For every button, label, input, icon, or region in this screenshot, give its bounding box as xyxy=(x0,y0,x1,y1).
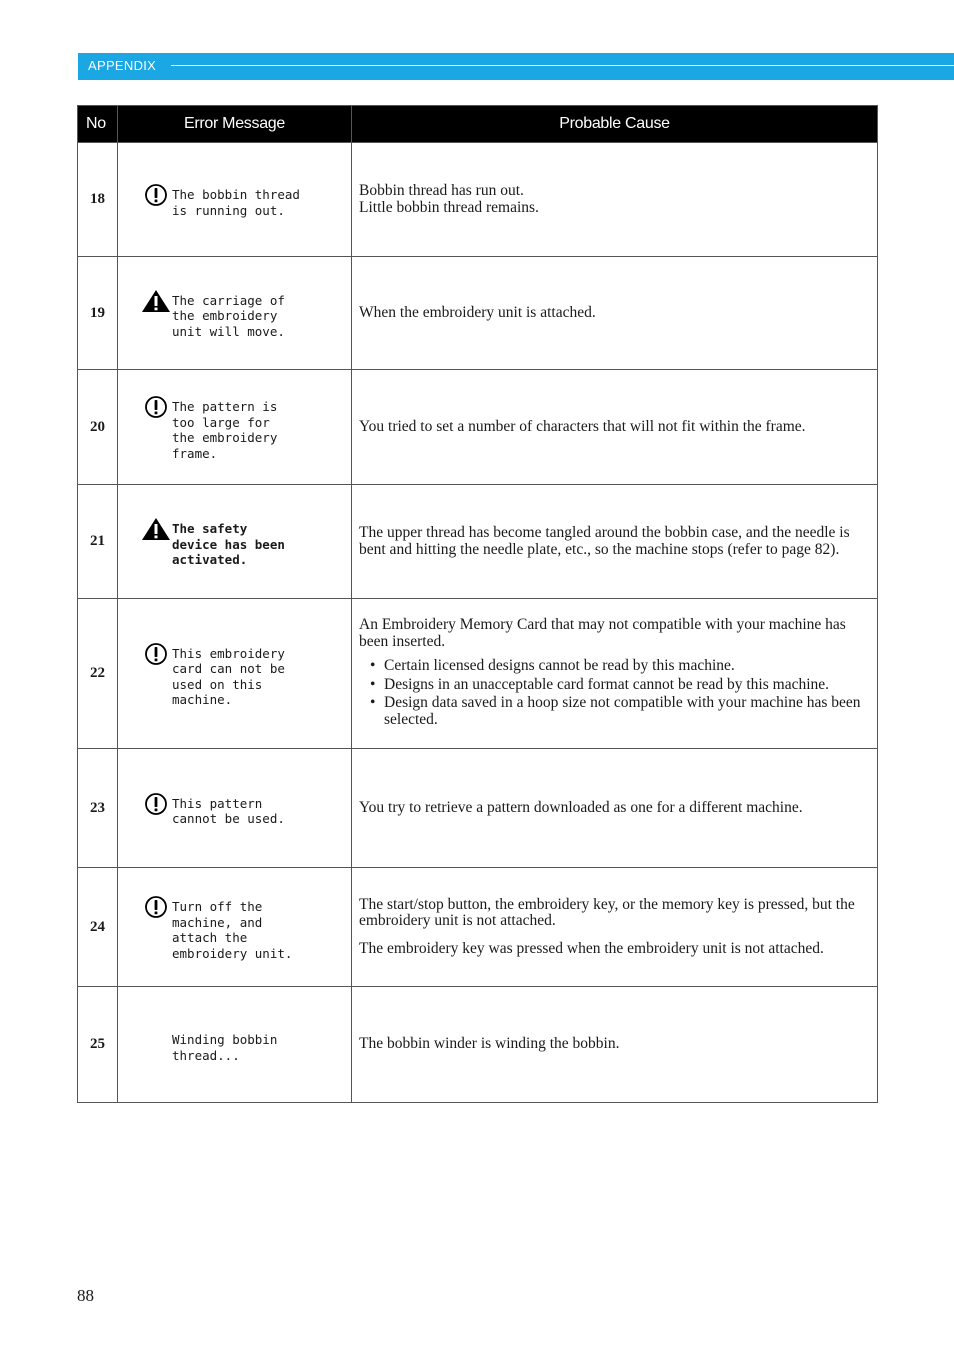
cause-text: Bobbin thread has run out. Little bobbin thread remains. xyxy=(359,182,539,216)
error-number: 19 xyxy=(78,257,118,370)
list-item xyxy=(359,658,870,675)
cause-text: You try to retrieve a pattern downloaded as one for a different machine. xyxy=(359,798,803,816)
table-row xyxy=(78,257,878,370)
error-message-cell xyxy=(118,599,352,749)
error-number: 24 xyxy=(78,868,118,987)
cause-text: When the embroidery unit is attached. xyxy=(359,303,596,321)
section-banner xyxy=(78,53,954,80)
cause-text: The embroidery key was pressed when the embroidery unit is not attached. xyxy=(359,939,824,957)
exclamation-circle-icon xyxy=(140,640,172,666)
warning-triangle-icon xyxy=(140,515,172,541)
error-number: 20 xyxy=(78,370,118,485)
cause-bullet-text: Design data saved in a hoop size not compatible with your machine has been selected. xyxy=(384,694,861,728)
table-row xyxy=(78,599,878,749)
section-label: APPENDIX xyxy=(88,58,157,73)
table-row xyxy=(78,987,878,1103)
error-message-text: This pattern cannot be used. xyxy=(172,795,285,826)
exclamation-circle-icon xyxy=(140,181,172,207)
error-number: 23 xyxy=(78,749,118,868)
bullet-icon: • xyxy=(370,694,376,711)
error-message-cell xyxy=(118,485,352,599)
table-row xyxy=(78,485,878,599)
probable-cause-cell xyxy=(352,370,878,485)
exclamation-circle-icon xyxy=(140,893,172,919)
bullet-icon: • xyxy=(370,675,376,693)
probable-cause-cell xyxy=(352,257,878,370)
error-message-text: This embroidery card can not be used on this machine. xyxy=(172,645,285,707)
cause-bullet-list xyxy=(359,658,870,728)
cause-bullet-text: Certain licensed designs cannot be read by this machine. xyxy=(384,657,735,674)
probable-cause-cell xyxy=(352,485,878,599)
lcd-message xyxy=(118,893,351,961)
lcd-message xyxy=(118,1026,351,1063)
table-row xyxy=(78,370,878,485)
table-header-row xyxy=(78,106,878,143)
lcd-message xyxy=(118,393,351,461)
cause-text: You tried to set a number of characters that will not fit within the frame. xyxy=(359,417,806,435)
table-row xyxy=(78,749,878,868)
bullet-icon: • xyxy=(370,657,376,674)
error-message-cell xyxy=(118,143,352,257)
warning-triangle-icon xyxy=(140,287,172,313)
error-message-text: Turn off the machine, and attach the embroidery unit. xyxy=(172,899,293,961)
header-probable-cause: Probable Cause xyxy=(352,106,878,143)
cause-bullet-text: Designs in an unacceptable card format cannot be read by this machine. xyxy=(384,675,830,693)
lcd-message xyxy=(118,181,351,218)
error-message-text: The carriage of the embroidery unit will move. xyxy=(172,292,285,339)
error-number: 22 xyxy=(78,599,118,749)
error-message-text: The pattern is too large for the embroidery frame. xyxy=(172,399,278,461)
probable-cause-cell xyxy=(352,749,878,868)
exclamation-circle-icon xyxy=(140,393,172,419)
cause-text: The start/stop button, the embroidery key, or the memory key is pressed, but the embroidery unit is not attached. xyxy=(359,895,855,930)
error-message-cell xyxy=(118,868,352,987)
probable-cause-cell xyxy=(352,143,878,257)
error-message-cell xyxy=(118,257,352,370)
table-row xyxy=(78,143,878,257)
error-number: 18 xyxy=(78,143,118,257)
cause-text: The upper thread has become tangled around the bobbin case, and the needle is bent and hitting the needle plate, etc., so the machine stops (refer to page 82). xyxy=(359,524,850,558)
lcd-message xyxy=(118,640,351,708)
error-message-table xyxy=(77,105,878,1103)
list-item xyxy=(359,677,870,694)
cause-text: An Embroidery Memory Card that may not compatible with your machine has been inserted. xyxy=(359,616,846,650)
probable-cause-cell xyxy=(352,987,878,1103)
error-message-text: The safety device has been activated. xyxy=(172,521,285,568)
list-item xyxy=(359,695,870,728)
banner-rule xyxy=(171,65,954,66)
error-message-text: The bobbin thread is running out. xyxy=(172,187,300,218)
probable-cause-cell xyxy=(352,868,878,987)
lcd-message xyxy=(118,515,351,568)
table-row xyxy=(78,868,878,987)
cause-text: The bobbin winder is winding the bobbin. xyxy=(359,1035,620,1053)
exclamation-circle-icon xyxy=(140,790,172,816)
lcd-message xyxy=(118,790,351,827)
page-number: 88 xyxy=(77,1286,94,1305)
lcd-message xyxy=(118,287,351,340)
error-message-cell xyxy=(118,370,352,485)
header-no: No xyxy=(78,106,118,143)
error-number: 21 xyxy=(78,485,118,599)
error-number: 25 xyxy=(78,987,118,1103)
probable-cause-cell xyxy=(352,599,878,749)
header-error-message: Error Message xyxy=(118,106,352,143)
error-message-cell xyxy=(118,987,352,1103)
error-message-cell xyxy=(118,749,352,868)
error-message-text: Winding bobbin thread... xyxy=(172,1032,278,1063)
